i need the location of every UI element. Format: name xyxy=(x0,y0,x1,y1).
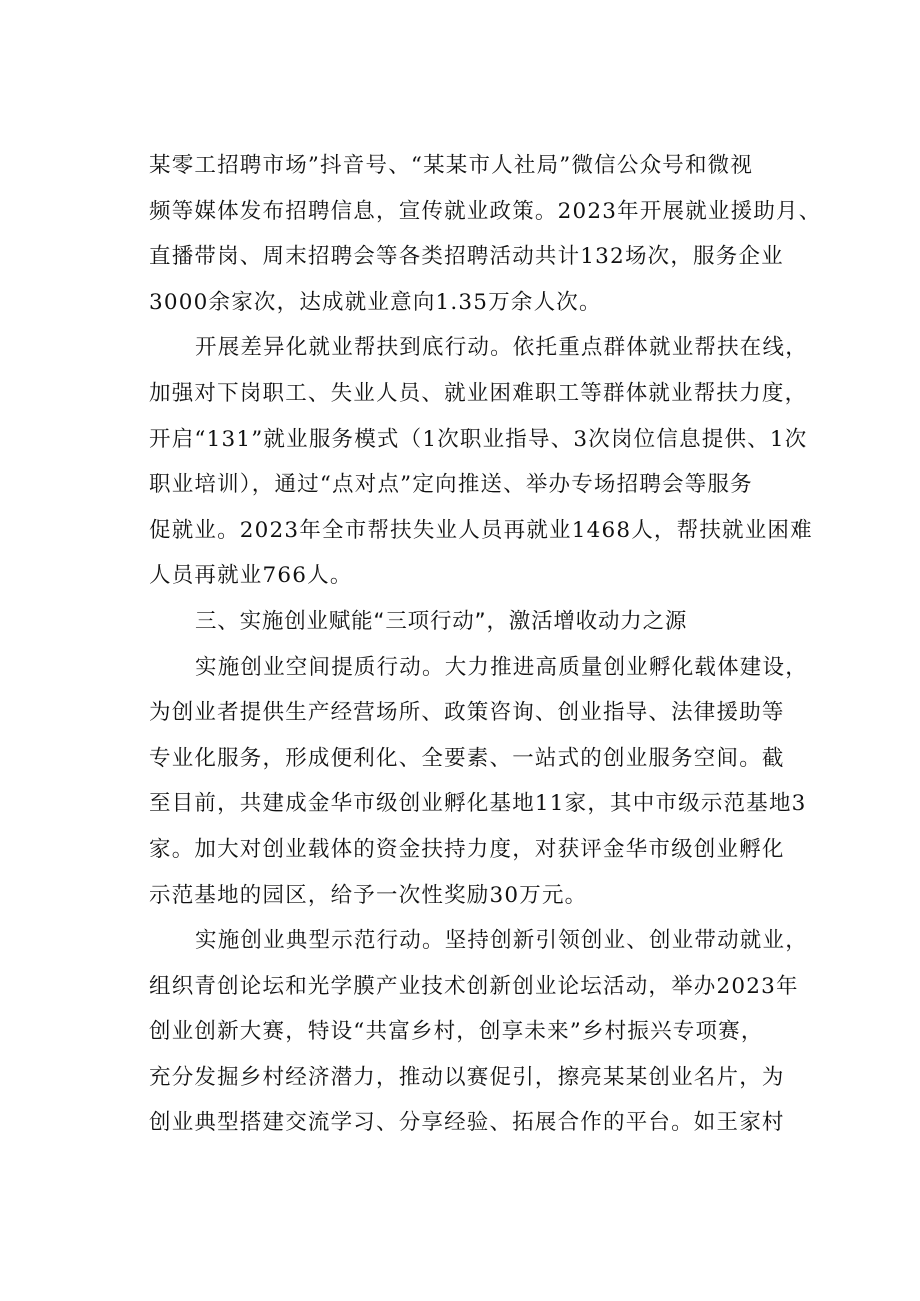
text-line: 实施创业空间提质行动。大力推进高质量创业孵化载体建设， xyxy=(195,654,808,680)
paragraph-4 xyxy=(149,918,814,1146)
text-line: 为创业者提供生产经营场所、政策咨询、创业指导、法律援助等 xyxy=(149,700,785,726)
text-line: 人员再就业766人。 xyxy=(149,563,353,589)
paragraph-2 xyxy=(149,325,814,599)
text-line: 示范基地的园区，给予一次性奖励30万元。 xyxy=(149,882,588,908)
paragraph-1 xyxy=(149,143,822,325)
text-line: 创业典型搭建交流学习、分享经验、拓展合作的平台。如王家村 xyxy=(149,1110,785,1136)
text-line: 加强对下岗职工、失业人员、就业困难职工等群体就业帮扶力度， xyxy=(149,380,808,406)
text-line: 频等媒体发布招聘信息，宣传就业政策。2023年开展就业援助月、 xyxy=(149,198,822,224)
text-line: 促就业。2023年全市帮扶失业人员再就业1468人，帮扶就业困难 xyxy=(149,517,813,543)
text-line: 3000余家次，达成就业意向1.35万余人次。 xyxy=(149,289,602,315)
text-line: 职业培训），通过“点对点”定向推送、举办专场招聘会等服务 xyxy=(149,472,753,498)
text-line: 开启“131”就业服务模式（1次职业指导、3次岗位信息提供、1次 xyxy=(149,426,808,452)
text-line: 直播带岗、周末招聘会等各类招聘活动共计132场次，服务企业 xyxy=(149,244,784,270)
text-line: 开展差异化就业帮扶到底行动。依托重点群体就业帮扶在线， xyxy=(195,335,808,361)
text-line: 某零工招聘市场”抖音号、“某某市人社局”微信公众号和微视 xyxy=(149,153,754,178)
document-body xyxy=(149,143,822,1146)
text-line: 创业创新大赛，特设“共富乡村，创享未来”乡村振兴专项赛， xyxy=(149,1019,764,1045)
heading-text: 三、实施创业赋能“三项行动”，激活增收动力之源 xyxy=(195,608,688,634)
section-heading xyxy=(149,599,814,645)
text-line: 组织青创论坛和光学膜产业技术创新创业论坛活动，举办2023年 xyxy=(149,973,799,999)
text-line: 专业化服务，形成便利化、全要素、一站式的创业服务空间。截 xyxy=(149,745,785,771)
text-line: 实施创业典型示范行动。坚持创新引领创业、创业带动就业， xyxy=(195,928,808,954)
text-line: 家。加大对创业载体的资金扶持力度，对获评金华市级创业孵化 xyxy=(149,836,785,862)
text-line: 至目前，共建成金华市级创业孵化基地11家，其中市级示范基地3 xyxy=(149,791,807,817)
text-line: 充分发掘乡村经济潜力，推动以赛促引，擦亮某某创业名片，为 xyxy=(149,1064,785,1090)
paragraph-3 xyxy=(149,645,814,919)
